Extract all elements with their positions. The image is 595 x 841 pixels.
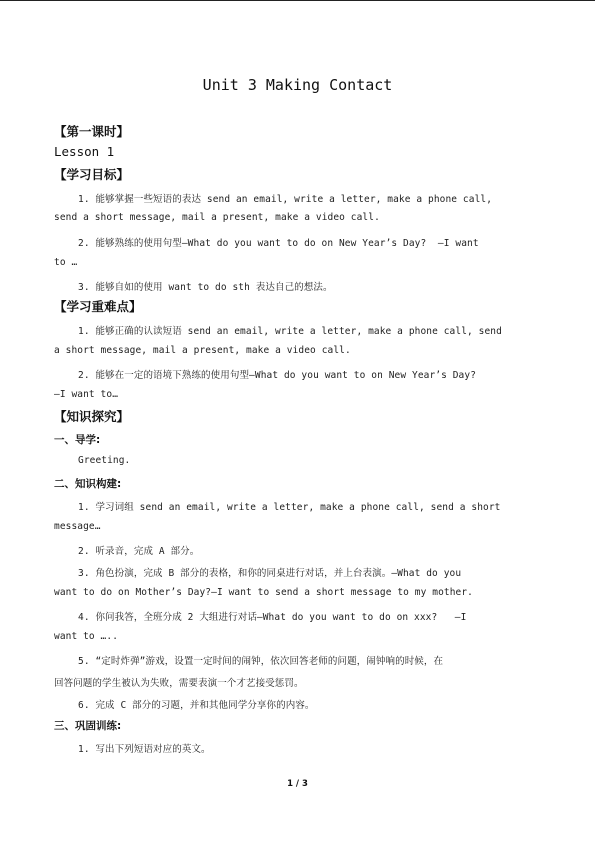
- goal-3-line-1: 3. 能够自如的使用 want to do sth 表达自己的想法。: [78, 282, 333, 293]
- explore-heading: 【知识探究】: [54, 409, 130, 424]
- lesson-label: Lesson 1: [54, 144, 115, 159]
- goals-heading: 【学习目标】: [54, 167, 130, 182]
- part3-item-1-line-1: 1. 写出下列短语对应的英文。: [78, 744, 211, 755]
- part1-text: Greeting.: [78, 455, 131, 466]
- part2-item-1-line-1: 1. 学习词组 send an email, write a letter, make a phone call, send a short: [78, 502, 501, 513]
- period-heading: 【第一课时】: [54, 124, 130, 139]
- part2-item-4-line-1: 4. 你问我答，全班分成 2 大组进行对话—What do you want to do on xxx? —I: [78, 612, 467, 623]
- key-1-line-2: a short message, mail a present, make a video call.: [54, 345, 351, 356]
- key-2-line-2: —I want to…: [54, 389, 119, 400]
- page-number: 1 / 3: [287, 779, 308, 789]
- part2-item-3-line-1: 3. 角色扮演，完成 B 部分的表格，和你的同桌进行对话，并上台表演。—What do you: [78, 568, 462, 579]
- part2-item-3-line-2: want to do on Mother’s Day?—I want to send a short message to my mother.: [54, 587, 474, 598]
- part2-item-5-line-1: 5. “定时炸弹”游戏，设置一定时间的闹钟，依次回答老师的问题，闹钟响的时候，在: [78, 656, 444, 667]
- part2-item-5-line-2: 回答问题的学生被认为失败，需要表演一个才艺接受惩罚。: [54, 678, 304, 689]
- part2-item-4-line-2: want to …..: [54, 631, 119, 642]
- part2-heading: 二、知识构建:: [54, 478, 122, 490]
- goal-1-line-1: 1. 能够掌握一些短语的表达 send an email, write a letter, make a phone call,: [78, 194, 493, 205]
- goal-1-line-2: send a short message, mail a present, make a video call.: [54, 212, 380, 223]
- part2-item-1-line-2: message…: [54, 521, 101, 532]
- part1-heading: 一、导学:: [54, 434, 101, 446]
- key-1-line-1: 1. 能够正确的认读短语 send an email, write a letter, make a phone call, send: [78, 326, 502, 337]
- part2-item-2-line-1: 2. 听录音，完成 A 部分。: [78, 546, 200, 557]
- key-points-heading: 【学习重难点】: [54, 299, 142, 314]
- goal-2-line-2: to …: [54, 257, 78, 268]
- part2-item-6-line-1: 6. 完成 C 部分的习题，并和其他同学分享你的内容。: [78, 700, 315, 711]
- key-2-line-1: 2. 能够在一定的语境下熟练的使用句型—What do you want to on New Year’s Day?: [78, 370, 477, 381]
- document-title: Unit 3 Making Contact: [202, 76, 393, 94]
- part3-heading: 三、巩固训练:: [54, 720, 122, 732]
- goal-2-line-1: 2. 能够熟练的使用句型—What do you want to do on New Year’s Day? —I want: [78, 238, 479, 249]
